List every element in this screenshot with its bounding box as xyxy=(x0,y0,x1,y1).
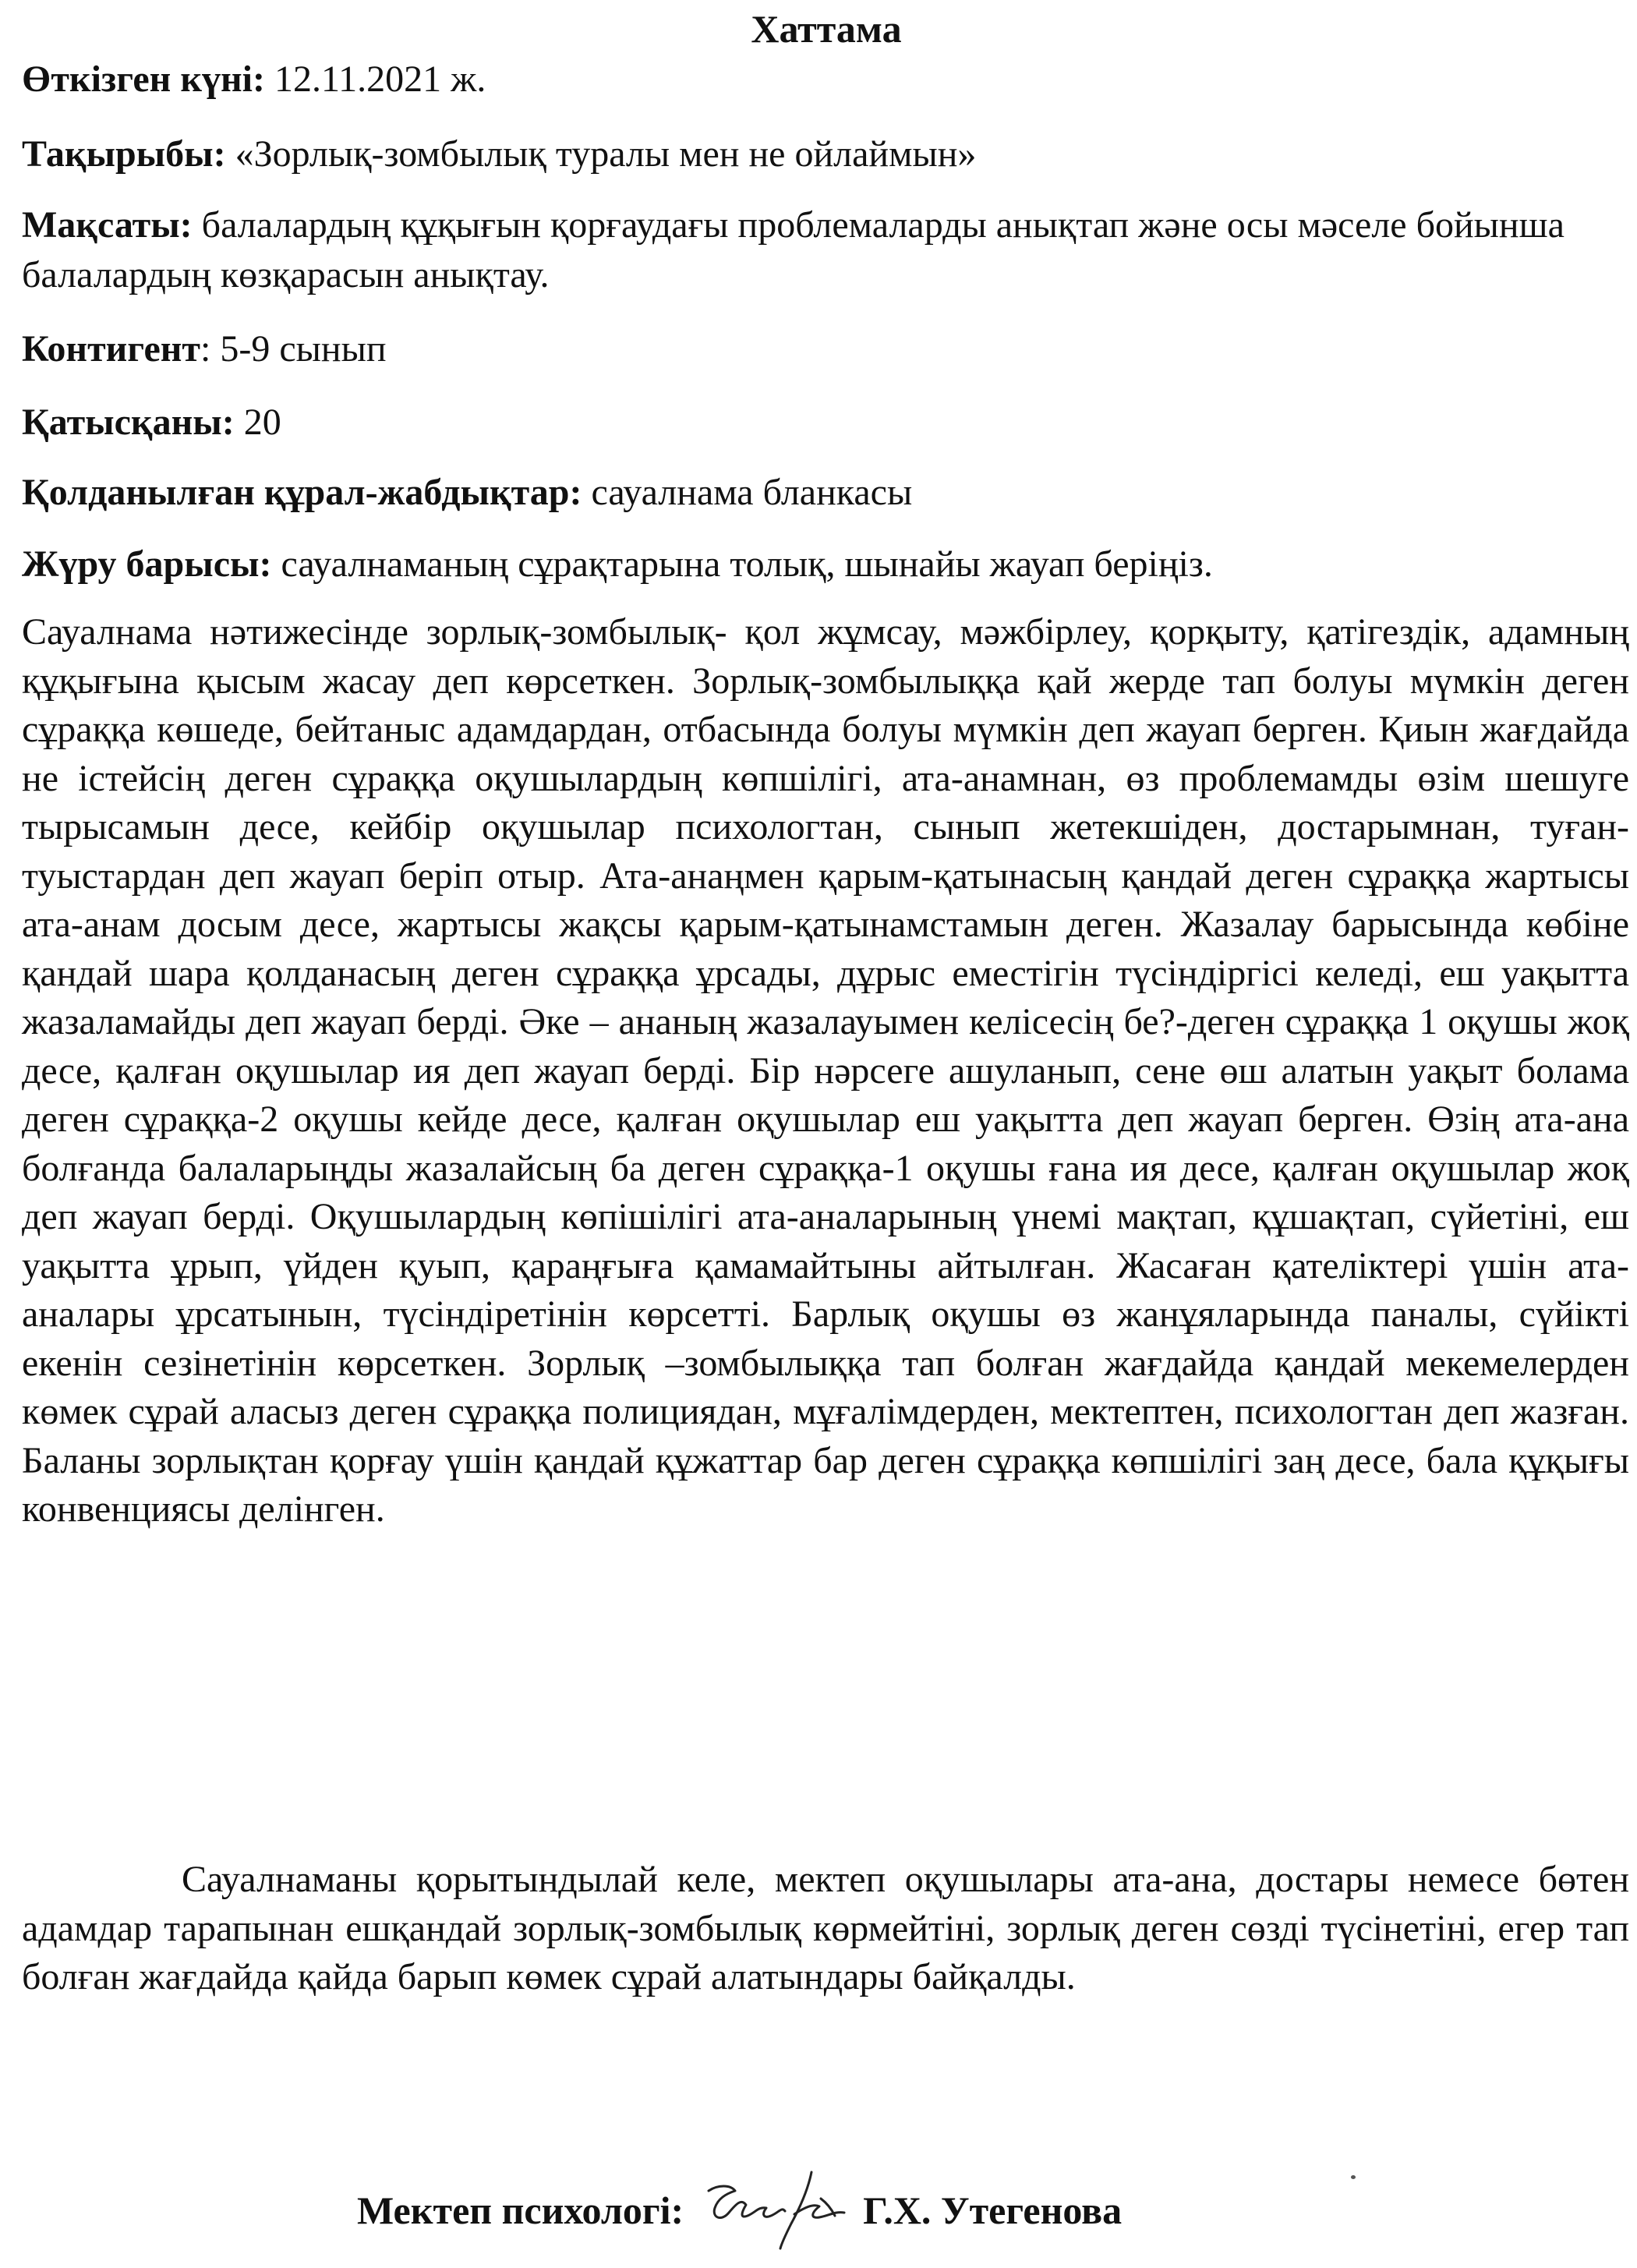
equipment-label: Қолданылған құрал-жабдықтар: xyxy=(22,472,582,513)
equipment-value: сауалнама бланкасы xyxy=(582,472,913,513)
procedure-value: сауалнаманың сұрақтарына толық, шынайы жауап беріңіз. xyxy=(271,543,1213,585)
signature-role: Мектеп психологі: xyxy=(357,2188,684,2232)
signature-name: Г.Х. Утегенова xyxy=(863,2188,1123,2232)
participants-label: Қатысқаны: xyxy=(22,402,235,443)
conclusion-paragraph: Сауалнаманы қорытындылай келе, мектеп оқушылары ата-ана, достары немесе бөтен адамдар тарапынан ешқандай зорлық-зомбылық көрмейтіні, зорлық деген сөзді түсінетіні, егер тап болған жағдайда қайда барып көмек сұрай алатындары байқалды. xyxy=(22,1859,1629,1997)
participants-value: 20 xyxy=(234,402,281,443)
topic-label: Тақырыбы: xyxy=(22,133,226,175)
scan-speck xyxy=(1351,2175,1356,2179)
goal-value: балалардың құқығын қорғаудағы проблемаларды анықтап және осы мәселе бойынша балалардың көзқарасын анықтау. xyxy=(22,204,1565,295)
participants-field xyxy=(22,398,281,448)
goal-label: Мақсаты: xyxy=(22,204,193,246)
date-value: 12.11.2021 ж. xyxy=(264,58,486,100)
signature-block xyxy=(357,2167,1122,2230)
contingent-field xyxy=(22,324,387,374)
survey-results-paragraph: Сауалнама нәтижесінде зорлық-зомбылық- қол жұмсау, мәжбірлеу, қорқыту, қатігездік, адамның құқығына қысым жасау деп көрсеткен. Зорлық-зомбылыққа қай жерде тап болуы мүмкін деген сұраққа көшеде, бейтаныс адамдардан, отбасында болуы мүмкін деп жауап берген. Қиын жағдайда не істейсің деген сұраққа оқушылардың көпшілігі, ата-анамнан, өз проблемамды өзім шешуге тырысамын десе, кейбір оқушылар психологтан, сынып жетекшіден, достарымнан, туған-туыстардан деп жауап беріп отыр. Ата-анаңмен қарым-қатынасың қандай деген сұраққа жартысы ата-анам досым десе, жартысы жақсы қарым-қатынамстамын деген. Жазалау барысында көбіне қандай шара қолданасың деген сұраққа ұрсады, дұрыс еместігін түсіндіргісі келеді, еш уақытта жазаламайды деп жауап берді. Әке – ананың жазалауымен келісесің бе?-деген сұраққа 1 оқушы жоқ десе, қалған оқушылар ия деп жауап берді. Бір нәрсеге ашуланып, сене өш алатын уақыт болама деген сұраққа-2 оқушы кейде десе, қалған оқушылар еш уақытта деп жауап берген. Өзің ата-ана болғанда балаларыңды жазалайсың ба деген сұраққа-1 оқушы ғана ия десе, қалған оқушылар жоқ деп жауап берді. Оқушылардың көпішілігі ата-аналарының үнемі мақтап, құшақтап, сүйетіні, еш уақытта ұрып, үйден қуып, қараңғыға қамамайтыны айтылған. Жасаған қателіктері үшін ата-аналары ұрсатынын, түсіндіретінін көрсетті. Барлық оқушы өз жанұяларында паналы, сүйікті екенін сезінетінін көрсеткен. Зорлық –зомбылыққа тап болған жағдайда қандай мекемелерден көмек сұрай аласыз деген сұраққа полициядан, мұғалімдерден, мектептен, психологтан деп жазған. Баланы зорлықтан қорғау үшін қандай құжаттар бар деген сұраққа көпшілігі заң десе, бала құқығы конвенциясы делінген. xyxy=(22,611,1629,1530)
contingent-label: Контигент xyxy=(22,328,201,370)
procedure-label: Жүру барысы: xyxy=(22,543,272,585)
document-page xyxy=(22,0,1631,2268)
document-title: Хаттама xyxy=(751,7,902,51)
goal-field xyxy=(22,200,1628,300)
date-label: Өткізген күні: xyxy=(22,58,265,100)
topic-value: «Зорлық-зомбылық туралы мен не ойлаймын» xyxy=(225,133,977,175)
equipment-field xyxy=(22,468,912,518)
contingent-value: : 5-9 сынып xyxy=(200,328,387,370)
handwritten-signature xyxy=(695,2167,858,2253)
topic-field xyxy=(22,129,976,179)
procedure-field xyxy=(22,540,1213,589)
date-field xyxy=(22,55,486,104)
